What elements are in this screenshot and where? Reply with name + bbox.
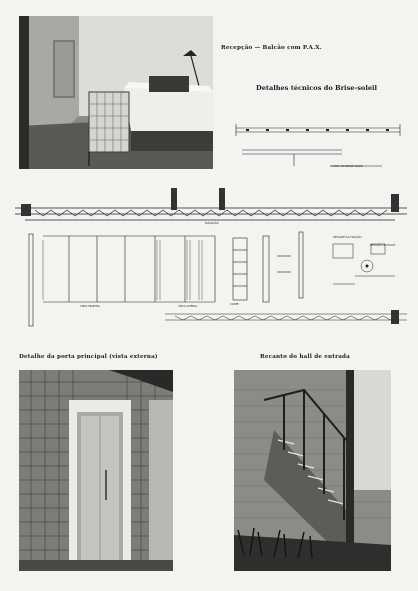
- label-elevation: ELEVAÇÃO: [205, 222, 219, 225]
- brise-elevation-drawing: [15, 180, 407, 340]
- label-top-section: PLANTA DO BRISE SOLEIL: [330, 165, 364, 168]
- hall-caption: Recanto do hall de entrada: [260, 354, 350, 360]
- label-detail-b: DETALHE DO PIVOT: [370, 244, 396, 247]
- label-detail-a: DETALHE DA FIXAÇÃO: [333, 236, 362, 239]
- label-cut: CORTE: [230, 303, 239, 306]
- label-lower-left: VISTA FRONTAL: [80, 305, 101, 308]
- hall-photo: [234, 370, 391, 571]
- reception-caption: Recepção — Balcão com P.A.X.: [221, 45, 322, 51]
- label-lower-mid: VISTA LATERAL: [178, 305, 198, 308]
- drawing-title: Detalhes técnicos do Brise-soleil: [256, 84, 378, 92]
- door-caption: Detalhe da porta principal (vista externa): [19, 354, 158, 360]
- door-photo: [19, 370, 173, 571]
- reception-photo: [19, 16, 213, 169]
- brise-plan-drawing: [232, 110, 404, 172]
